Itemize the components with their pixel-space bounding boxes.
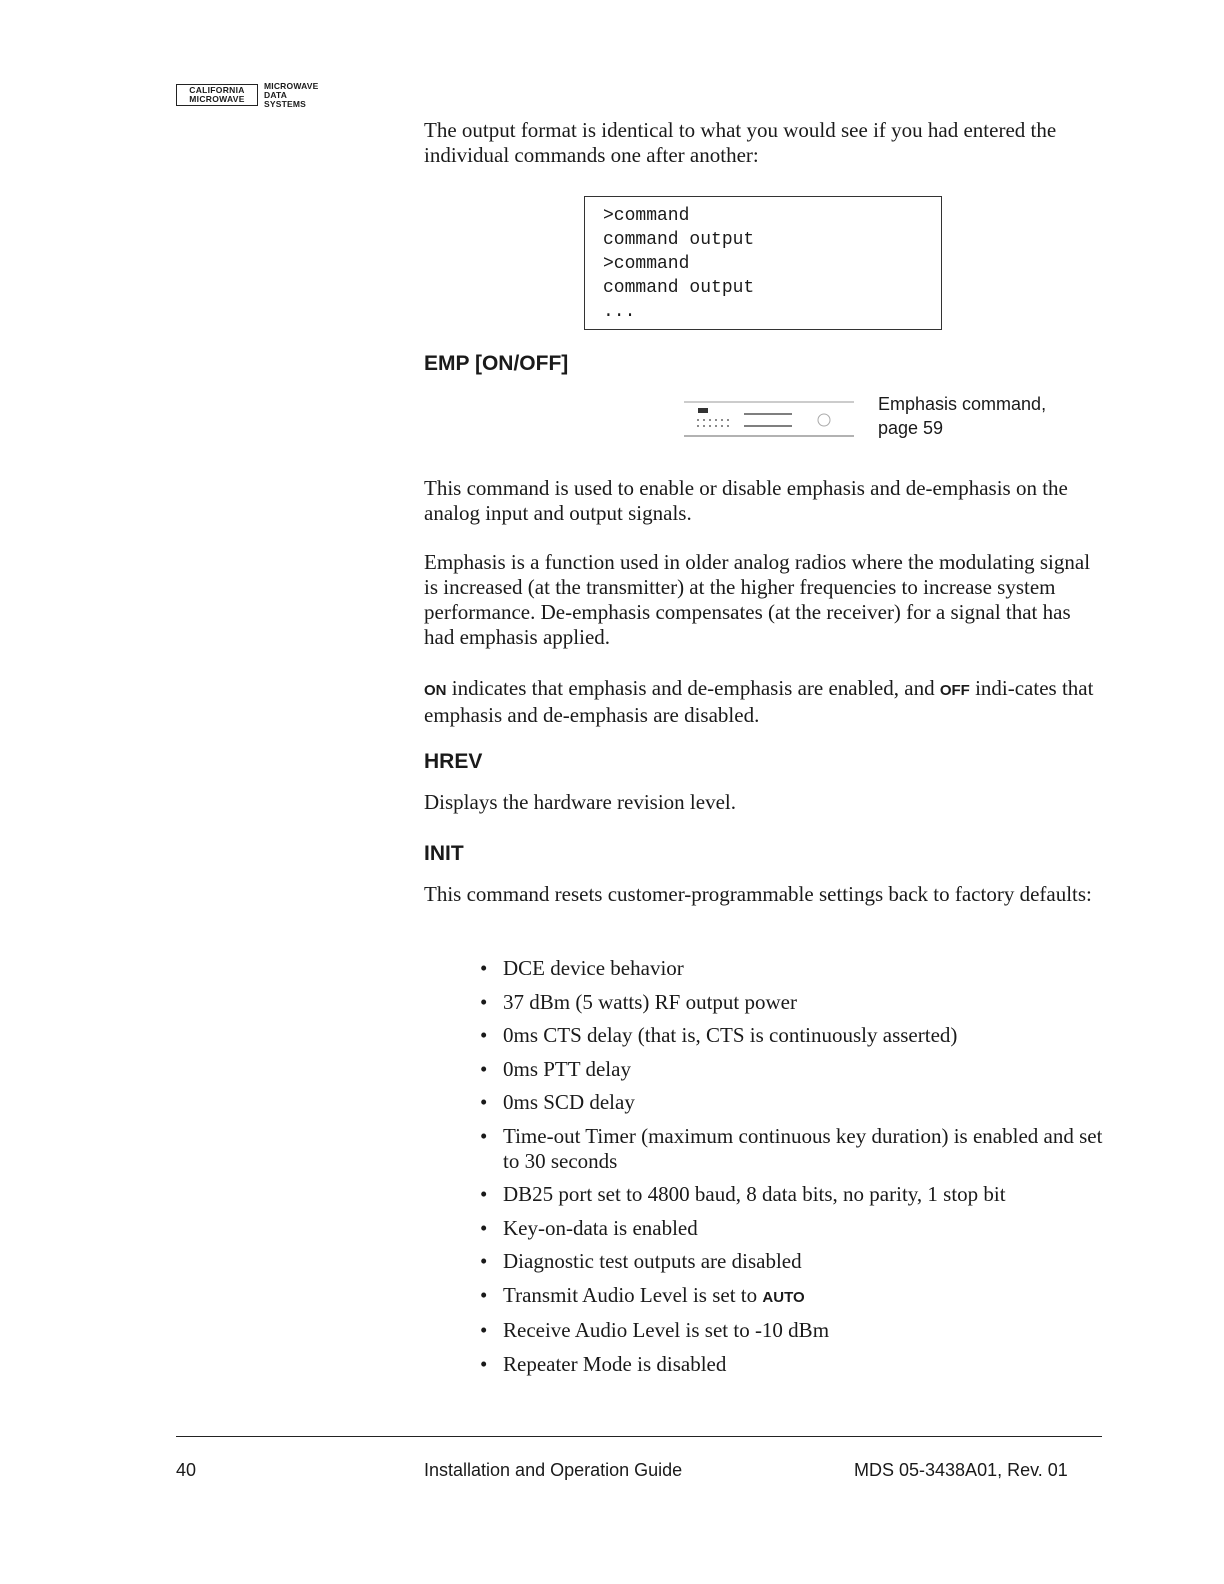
list-item-text: Transmit Audio Level is set to bbox=[503, 1282, 763, 1307]
logo-box bbox=[176, 84, 258, 106]
company-logo bbox=[176, 82, 366, 112]
on-keyword: ON bbox=[424, 682, 447, 699]
logo-word: SYSTEMS bbox=[264, 99, 307, 109]
code-line: >command bbox=[603, 254, 690, 274]
para3-mid: indicates that emphasis and de-emphasis are enabled, and bbox=[446, 676, 940, 700]
code-line: command output bbox=[603, 278, 755, 298]
list-item: • Repeater Mode is disabled bbox=[478, 1352, 1108, 1377]
sidenote-line: Emphasis command, bbox=[878, 394, 1047, 414]
emp-paragraph-2: Emphasis is a function used in older analog radios where the modulating signal is increased (at the transmitter) at the higher frequencies to increase system performance. De-emphasis compensates (at the receiver) for a signal that has had emphasis applied. bbox=[424, 550, 1091, 649]
init-block bbox=[424, 882, 1100, 907]
emp-on-off-block bbox=[424, 676, 1100, 728]
footer-rule bbox=[176, 1436, 1102, 1437]
logo-word: MICROWAVE bbox=[264, 81, 319, 91]
list-item: • DCE device behavior bbox=[478, 956, 1108, 981]
list-item: • Receive Audio Level is set to -10 dBm bbox=[478, 1318, 1108, 1343]
document-number: MDS 05-3438A01, Rev. 01 bbox=[854, 1460, 1068, 1480]
emp-heading: EMP [ON/OFF] bbox=[424, 352, 569, 375]
list-item: • DB25 port set to 4800 baud, 8 data bits, no parity, 1 stop bit bbox=[478, 1182, 1108, 1207]
logo-words bbox=[264, 82, 319, 109]
init-paragraph: This command resets customer-programmable settings back to factory defaults: bbox=[424, 882, 1092, 906]
emp-emphasis-block bbox=[424, 550, 1100, 650]
hrev-heading: HREV bbox=[424, 750, 483, 773]
logo-box-line2: MICROWAVE bbox=[189, 94, 245, 104]
front-panel-icon bbox=[684, 396, 854, 440]
list-item: • 37 dBm (5 watts) RF output power bbox=[478, 990, 1108, 1015]
code-example-box bbox=[584, 196, 942, 330]
code-line: ... bbox=[603, 302, 636, 322]
list-item: • 0ms CTS delay (that is, CTS is continuously asserted) bbox=[478, 1023, 1108, 1048]
code-line: >command bbox=[603, 206, 690, 226]
emp-paragraph-1: This command is used to enable or disable emphasis and de-emphasis on the analog input and output signals. bbox=[424, 476, 1068, 525]
list-item: • 0ms SCD delay bbox=[478, 1090, 1108, 1115]
list-item: • 0ms PTT delay bbox=[478, 1057, 1108, 1082]
hrev-block bbox=[424, 790, 1100, 815]
emp-description bbox=[424, 476, 1100, 526]
intro-block bbox=[424, 118, 1100, 168]
init-heading: INIT bbox=[424, 842, 464, 865]
list-item: • Time-out Timer (maximum continuous key duration) is enabled and set to 30 seconds bbox=[478, 1124, 1108, 1174]
hrev-paragraph: Displays the hardware revision level. bbox=[424, 790, 736, 814]
logo-word: DATA bbox=[264, 90, 288, 100]
off-keyword: OFF bbox=[939, 682, 970, 699]
list-item: • Key-on-data is enabled bbox=[478, 1216, 1108, 1241]
list-item: • Diagnostic test outputs are disabled bbox=[478, 1249, 1108, 1274]
code-line: command output bbox=[603, 230, 755, 250]
list-item bbox=[478, 1283, 1108, 1310]
para3-end: indi-cates that emphasis and de-emphasis are disabled. bbox=[424, 676, 1094, 727]
sidenote-line: page 59 bbox=[878, 418, 944, 438]
guide-title: Installation and Operation Guide bbox=[424, 1460, 683, 1480]
page-number: 40 bbox=[176, 1460, 197, 1480]
intro-paragraph: The output format is identical to what you would see if you had entered the individual commands one after another: bbox=[424, 118, 1057, 167]
logo-box-line1: CALIFORNIA bbox=[189, 85, 245, 95]
init-defaults-list bbox=[478, 956, 1108, 1385]
emp-paragraph-3 bbox=[424, 676, 1100, 728]
emphasis-sidenote bbox=[878, 392, 1078, 440]
auto-keyword: AUTO bbox=[762, 1288, 805, 1306]
